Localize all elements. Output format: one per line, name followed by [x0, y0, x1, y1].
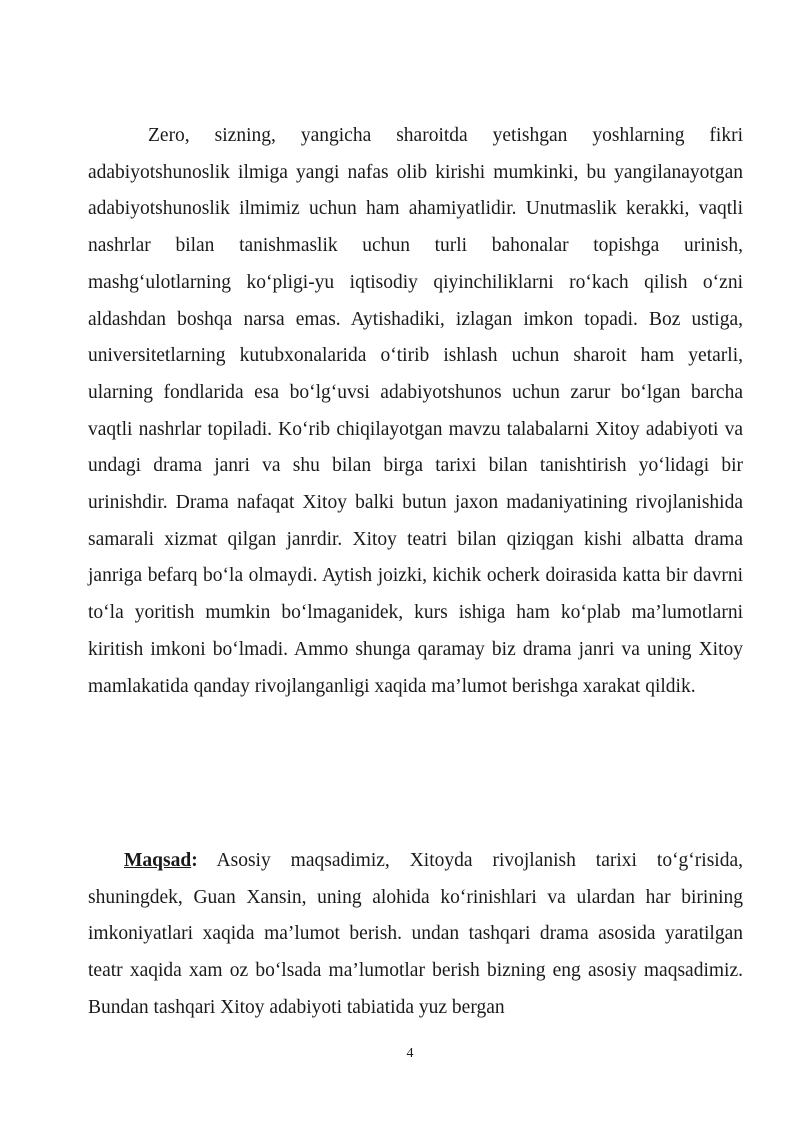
page-number: 4 [406, 1046, 414, 1061]
goal-label: Maqsad [124, 850, 192, 871]
goal-label-colon: : [191, 850, 198, 871]
body-paragraph: Zero, sizning, yangicha sharoitda yetishgan yoshlarning fikri adabiyotshunoslik ilmiga yangi nafas olib kirishi mumkinki, bu yangilanayotgan adabiyotshunoslik ilmimiz uchun ham ahamiyatlidir. Unutmaslik kerakki, vaqtli nashrlar bilan tanishmaslik uchun turli bahonalar topishga urinish, mashg‘ulotlarning ko‘pligi-yu iqtisodiy qiyinchiliklarni ro‘kach qilish o‘zni aldashdan boshqa narsa emas. Aytishadiki, izlagan imkon topadi. Boz ustiga, universitetlarning kutubxonalarida o‘tirib ishlash uchun sharoit ham yetarli, ularning fondlarida esa bo‘lg‘uvsi adabiyotshunos uchun zarur bo‘lgan barcha vaqtli nashrlar topiladi. Ko‘rib chiqilayotgan mavzu talabalarni Xitoy adabiyoti va undagi drama janri va shu bilan birga tarixi bilan tanishtirish yo‘lidagi bir urinishdir. Drama nafaqat Xitoy balki butun jaxon madaniyatining rivojlanishida samarali xizmat qilgan janrdir. Xitoy teatri bilan qiziqgan kishi albatta drama janriga befarq bo‘la olmaydi. Aytish joizki, kichik ocherk doirasida katta bir davrni to‘la yoritish mumkin bo‘lmaganidek, kurs ishiga ham ko‘plab ma’lumotlarni kiritish imkoni bo‘lmadi. Ammo shunga qaramay biz drama janri va uning Xitoy mamlakatida qanday rivojlanganligi xaqida ma’lumot berishga xarakat qildik. [88, 125, 743, 697]
goal-text: Asosiy maqsadimiz, Xitoyda rivojlanish tarixi to‘g‘risida, shuningdek, Guan Xansin, uning alohida ko‘rinishlari va ulardan har birining imkoniyatlari xaqida ma’lumot berish. undan tashqari drama asosida yaratilgan teatr xaqida xam oz bo‘lsada ma’lumotlar berish bizning eng asosiy maqsadimiz. Bundan tashqari Xitoy adabiyoti tabiatida yuz bergan [88, 850, 743, 1018]
goal-paragraph [88, 843, 743, 1027]
